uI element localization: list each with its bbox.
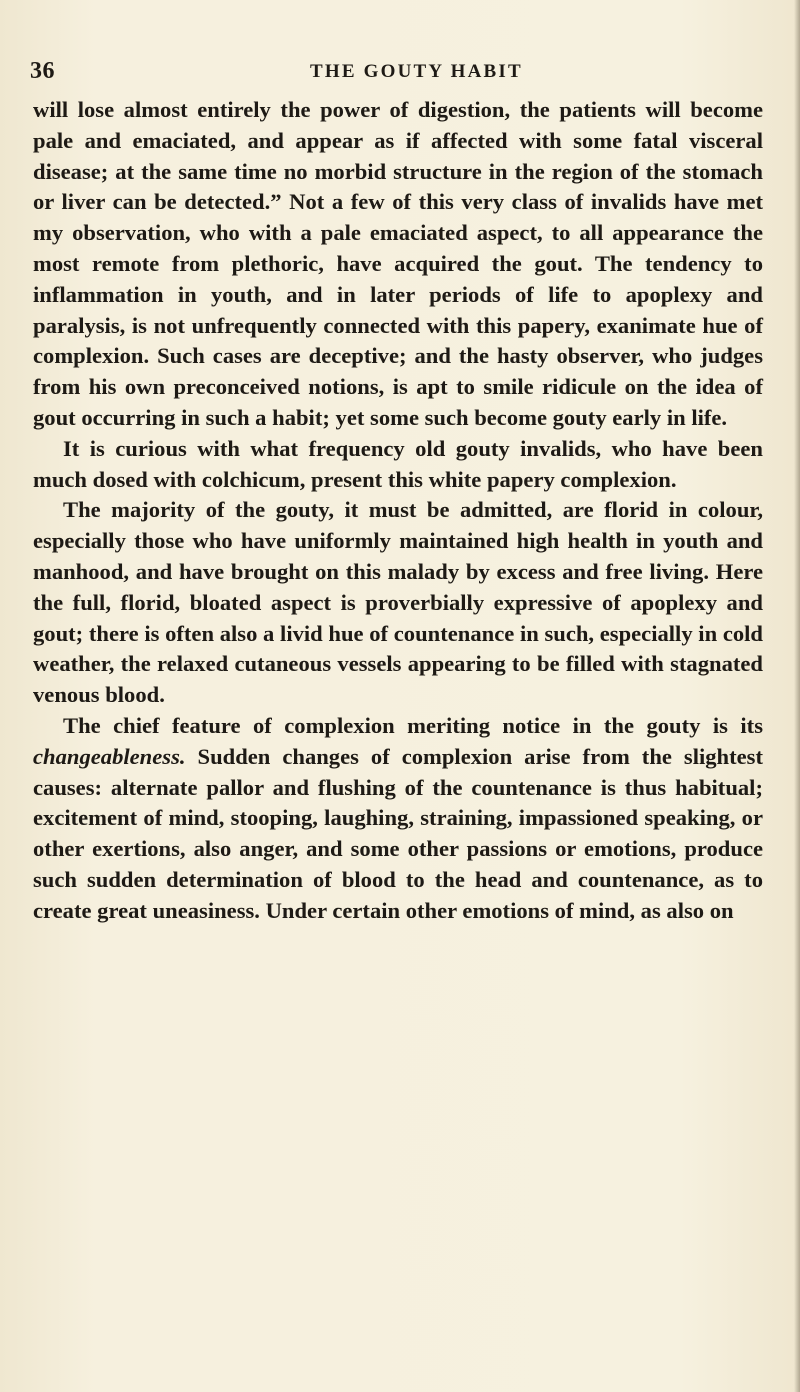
paragraph-2: It is curious with what frequency old gouty invalids, who have been much dosed with colchicum, present this white papery complexion.	[33, 435, 763, 492]
paragraph-3: The majority of the gouty, it must be admitted, are florid in colour, especially those who have uniformly maintained high health in youth and manhood, and have brought on this malady by excess and free living. Here the full, florid, bloated aspect is proverbially expressive of apoplexy and gout; there is often also a livid hue of countenance in such, especially in cold weather, the relaxed cutaneous vessels appearing to be filled with stagnated venous blood.	[33, 497, 763, 708]
paragraph-4	[33, 711, 763, 927]
paragraph-4-text-before: The chief feature of complexion meriting notice in the gouty is its	[63, 712, 763, 738]
paragraph-4-text-after: Sudden changes of complexion arise from the slightest causes: alternate pallor and flushing of the countenance is thus habitual; excitement of mind, stooping, laughing, straining, impassioned speaking, or other exertions, also anger, and some other passions or emotions, produce such sudden determination of blood to the head and countenance, as to create great uneasiness. Under certain other emotions of mind, as also on	[33, 743, 763, 923]
page-number: 36	[30, 58, 55, 84]
running-head	[30, 58, 770, 90]
emphasis-changeableness: changeableness.	[33, 743, 186, 769]
body-text	[33, 95, 763, 927]
running-title: THE GOUTY HABIT	[310, 61, 523, 82]
paragraph-1: will lose almost entirely the power of digestion, the patients will become pale and emaciated, and appear as if affected with some fatal visceral disease; at the same time no morbid structure in the region of the stomach or liver can be detected.” Not a few of this very class of invalids have met my observation, who with a pale emaciated aspect, to all appearance the most remote from plethoric, have acquired the gout. The tendency to inflammation in youth, and in later periods of life to apoplexy and paralysis, is not unfrequently connected with this papery, exanimate hue of complexion. Such cases are deceptive; and the hasty observer, who judges from his own preconceived notions, is apt to smile ridicule on the idea of gout occurring in such a habit; yet some such become gouty early in life.	[33, 97, 763, 430]
page-edge-shadow	[794, 0, 800, 1392]
